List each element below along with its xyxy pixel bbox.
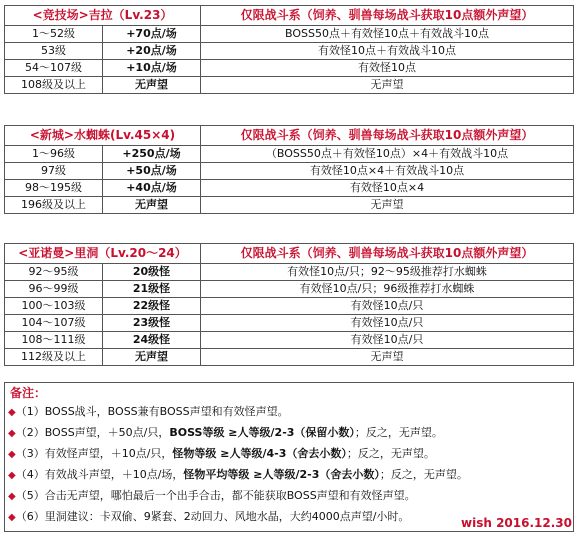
bullet-diamond-icon: ◆ xyxy=(8,470,16,481)
description-cell: 有效怪10点 xyxy=(201,60,574,77)
bullet-diamond-icon: ◆ xyxy=(8,491,16,502)
reputation-value-cell: +250点/场 xyxy=(103,146,201,163)
table-title: <竞技场>吉拉（Lv.23） xyxy=(5,6,201,26)
note-formula: 怪物等级 ≥人等级/4-3（舍去小数） xyxy=(172,447,347,460)
note-text: 有效怪声望，＋10点/只， xyxy=(44,447,173,460)
description-cell: 无声望 xyxy=(201,349,574,366)
level-cell: 100～103级 xyxy=(5,298,103,315)
description-cell: 有效怪10点/只 xyxy=(201,315,574,332)
table-row xyxy=(5,332,574,349)
description-cell: 有效怪10点×4＋有效战斗10点 xyxy=(201,163,574,180)
table-condition-header: 仅限战斗系（饲养、驯兽每场战斗获取10点额外声望） xyxy=(201,6,574,26)
note-item xyxy=(8,508,409,525)
level-cell: 98～195级 xyxy=(5,180,103,197)
level-cell: 104～107级 xyxy=(5,315,103,332)
reputation-value-cell: 无声望 xyxy=(103,77,201,94)
description-cell: 有效怪10点/只 xyxy=(201,332,574,349)
table-header-row xyxy=(5,126,574,146)
reputation-value-cell: +10点/场 xyxy=(103,60,201,77)
note-text-tail: ；反之，无声望。 xyxy=(346,447,435,460)
table-row xyxy=(5,26,574,43)
reputation-value-cell: +70点/场 xyxy=(103,26,201,43)
note-item xyxy=(8,487,416,504)
note-text: 合击无声望，哪怕最后一个出手合击，都不能获取BOSS声望和有效怪声望。 xyxy=(44,489,416,502)
bullet-diamond-icon: ◆ xyxy=(8,449,16,460)
author-signature: wish 2016.12.30 xyxy=(461,516,572,530)
description-cell: 无声望 xyxy=(201,77,574,94)
table-header-row xyxy=(5,244,574,264)
note-text-tail: ；反之，无声望。 xyxy=(354,426,443,439)
note-number: （1） xyxy=(15,405,45,418)
note-number: （4） xyxy=(15,468,45,481)
monster-level-cell: 23级怪 xyxy=(103,315,201,332)
level-cell: 97级 xyxy=(5,163,103,180)
table-row xyxy=(5,349,574,366)
note-number: （5） xyxy=(15,489,45,502)
description-cell: 有效怪10点/只 xyxy=(201,298,574,315)
description-cell: 有效怪10点×4 xyxy=(201,180,574,197)
description-cell: （BOSS50点＋有效怪10点）×4＋有效战斗10点 xyxy=(201,146,574,163)
note-number: （2） xyxy=(15,426,45,439)
reputation-table-newcity-water-spider xyxy=(4,125,574,214)
note-text: BOSS战斗，BOSS兼有BOSS声望和有效怪声望。 xyxy=(44,405,289,418)
note-item xyxy=(8,445,435,462)
table-header-row xyxy=(5,6,574,26)
note-item xyxy=(8,424,443,441)
note-text: 里洞建议：卡双偷、9紧套、2动回力、风地水晶，大约4000点声望/小时。 xyxy=(44,510,410,523)
note-formula: 怪物平均等级 ≥人等级/2-3（舍去小数） xyxy=(183,468,380,481)
description-cell: 有效怪10点/只；92～95级推荐打水蜘蛛 xyxy=(201,264,574,281)
reputation-table-arena-jila xyxy=(4,5,574,94)
bullet-diamond-icon: ◆ xyxy=(8,428,16,439)
notes-box xyxy=(4,382,574,532)
level-cell: 54～107级 xyxy=(5,60,103,77)
table-title: <新城>水蜘蛛(Lv.45×4) xyxy=(5,126,201,146)
level-cell: 108～111级 xyxy=(5,332,103,349)
bullet-diamond-icon: ◆ xyxy=(8,512,16,523)
note-text-tail: ；反之，无声望。 xyxy=(379,468,468,481)
table-row xyxy=(5,163,574,180)
note-text: BOSS声望，＋50点/只， xyxy=(44,426,170,439)
monster-level-cell: 无声望 xyxy=(103,349,201,366)
description-cell: 有效怪10点/只；96级推荐打水蜘蛛 xyxy=(201,281,574,298)
monster-level-cell: 20级怪 xyxy=(103,264,201,281)
table-row xyxy=(5,146,574,163)
table-row xyxy=(5,60,574,77)
level-cell: 1～96级 xyxy=(5,146,103,163)
table-row xyxy=(5,180,574,197)
description-cell: BOSS50点＋有效怪10点＋有效战斗10点 xyxy=(201,26,574,43)
table-title: <亚诺曼>里洞（Lv.20～24） xyxy=(5,244,201,264)
note-text: 有效战斗声望，＋10点/场， xyxy=(44,468,184,481)
level-cell: 108级及以上 xyxy=(5,77,103,94)
notes-title: 备注： xyxy=(10,386,47,400)
note-item xyxy=(8,466,468,483)
note-number: （6） xyxy=(15,510,45,523)
table-row xyxy=(5,43,574,60)
reputation-value-cell: +40点/场 xyxy=(103,180,201,197)
reputation-value-cell: 无声望 xyxy=(103,197,201,214)
table-row xyxy=(5,281,574,298)
note-formula: BOSS等级 ≥人等级/2-3（保留小数） xyxy=(169,426,355,439)
monster-level-cell: 22级怪 xyxy=(103,298,201,315)
level-cell: 96～99级 xyxy=(5,281,103,298)
description-cell: 有效怪10点＋有效战斗10点 xyxy=(201,43,574,60)
description-cell: 无声望 xyxy=(201,197,574,214)
reputation-table-anoman-cave xyxy=(4,243,574,366)
monster-level-cell: 21级怪 xyxy=(103,281,201,298)
table-row xyxy=(5,77,574,94)
monster-level-cell: 24级怪 xyxy=(103,332,201,349)
table-condition-header: 仅限战斗系（饲养、驯兽每场战斗获取10点额外声望） xyxy=(201,126,574,146)
table-row xyxy=(5,315,574,332)
note-item xyxy=(8,403,289,420)
level-cell: 92～95级 xyxy=(5,264,103,281)
table-row xyxy=(5,264,574,281)
level-cell: 53级 xyxy=(5,43,103,60)
level-cell: 196级及以上 xyxy=(5,197,103,214)
note-number: （3） xyxy=(15,447,45,460)
reputation-value-cell: +50点/场 xyxy=(103,163,201,180)
reputation-value-cell: +20点/场 xyxy=(103,43,201,60)
level-cell: 1～52级 xyxy=(5,26,103,43)
table-condition-header: 仅限战斗系（饲养、驯兽每场战斗获取10点额外声望） xyxy=(201,244,574,264)
table-row xyxy=(5,197,574,214)
level-cell: 112级及以上 xyxy=(5,349,103,366)
table-row xyxy=(5,298,574,315)
bullet-diamond-icon: ◆ xyxy=(8,407,16,418)
